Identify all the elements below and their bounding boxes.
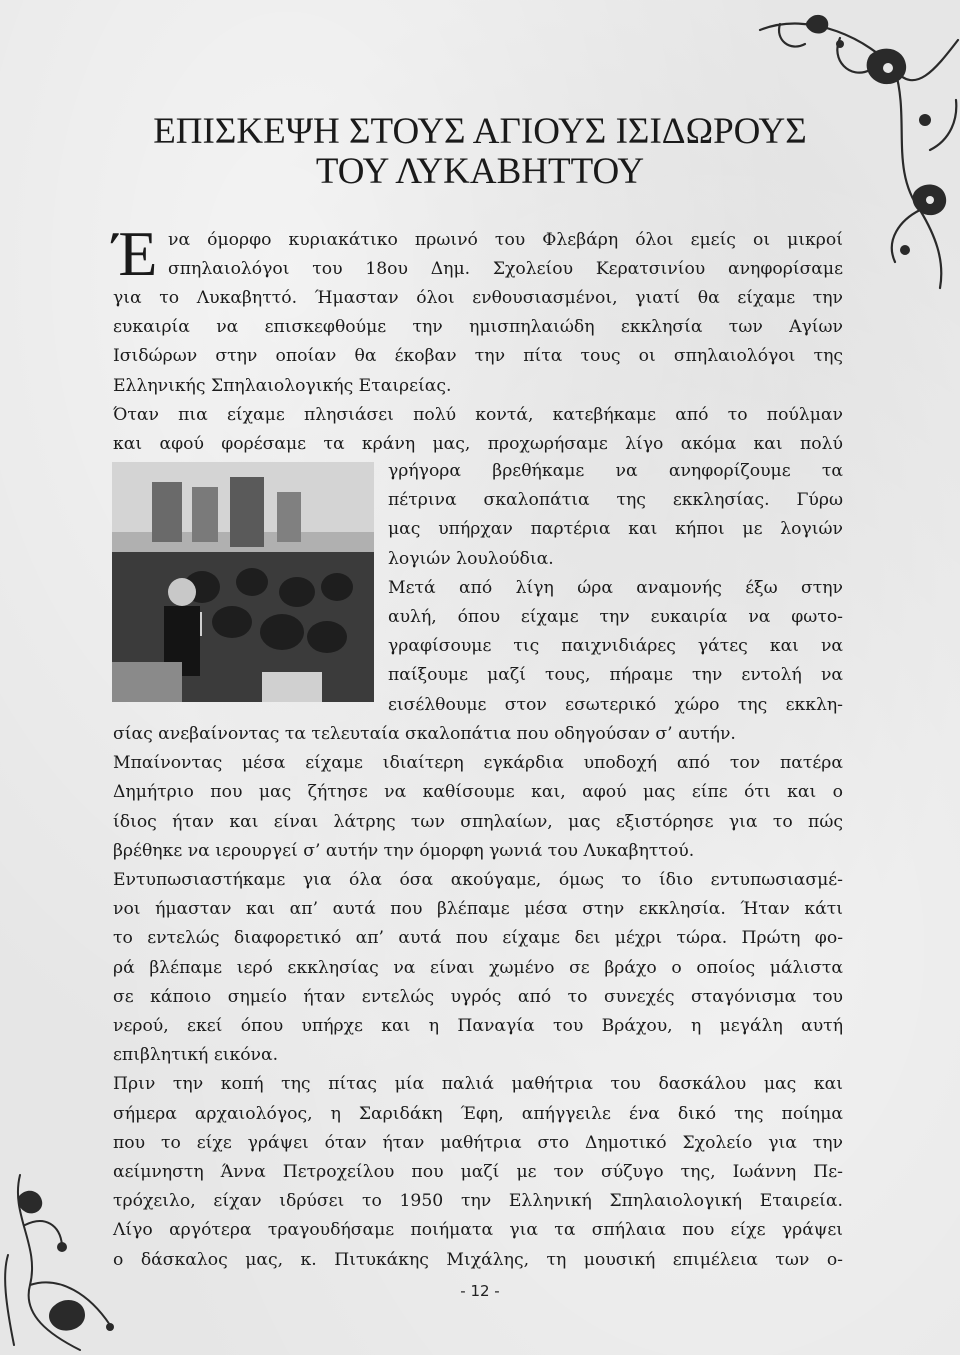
page-number: - 12 - [460,1282,500,1300]
text-line: Μετά από λίγη ώρα αναμονής έξω στην [388,577,843,598]
text-line: μας υπήρχαν παρτέρια και κήποι με λογιών [388,519,843,540]
title-line-2: ΤΟΥ ΛΥΚΑΒΗΤΤΟΥ [315,151,645,192]
text-line: βρέθηκε να ιερουργεί σ’ αυτήν την όμορφη γωνιά του Λυκαβηττού. [113,840,695,861]
drop-cap: Έ [113,218,158,289]
text-line: Πριν την κοπή της πίτας μία παλιά μαθήτρια του δασκάλου μας και [113,1074,843,1095]
text-line: αείμνηστη Άννα Πετροχείλου που μαζί με τον σύζυγο της, Ιωάννη Πε- [113,1162,843,1183]
text-line: γραφίσουμε τις παιχνιδιάρες γάτες και να [388,636,843,657]
text-line: Δημήτριο που μας ζήτησε να καθίσουμε και, αφού μας είπε ότι και ο [113,782,843,803]
text-line: τρόχειλο, είχαν ιδρύσει το 1950 την Ελληνική Σπηλαιολογική Εταιρεία. [113,1191,843,1212]
text-line: γρήγορα βρεθήκαμε να ανηφορίζουμε τα [388,461,843,481]
wrapped-paragraph [388,457,843,720]
text-line: επιβλητική εικόνα. [113,1045,279,1066]
text-line: λογιών λουλούδια. [388,548,554,569]
text-line: και αφού φορέσαμε τα κράνη μας, προχωρήσαμε λίγο ακόμα και πολύ [113,434,843,455]
text-line: για το Λυκαβηττό. Ήμασταν όλοι ενθουσιασμένοι, γιατί θα είχαμε την [113,288,843,308]
text-line: νοι ήμασταν και απ’ αυτά που βλέπαμε μέσα στην εκκλησία. Ήταν κάτι [113,899,843,920]
text-line: Όταν πια είχαμε πλησιάσει πολύ κοντά, κατεβήκαμε από το πούλμαν [113,404,843,425]
text-line: ρά βλέπαμε ιερό εκκλησίας να είναι χωμένο σε βράχο ο οποίος μάλιστα [113,957,843,978]
text-line: Ελληνικής Σπηλαιολογικής Εταιρείας. [113,375,452,396]
text-line: σήμερα αρχαιολόγος, η Σαριδάκη Έφη, απήγγειλε ένα δικό της ποίημα [113,1103,843,1124]
text-line: Ισιδώρων στην οποίαν θα έκοβαν την πίτα τους οι σπηλαιολόγοι της [113,346,843,367]
text-line: ο δάσκαλος μας, κ. Πιτυκάκης Μιχάλης, τη μουσική επιμέλεια των ο- [113,1249,843,1270]
text-line: σπηλαιολόγοι του 18ου Δημ. Σχολείου Κερατσινίου ανηφορίσαμε [168,259,843,280]
text-line: Μπαίνοντας μέσα είχαμε ιδιαίτερη εγκάρδια υποδοχή από τον πατέρα [113,753,843,774]
text-line: παίξουμε μαζί τους, πήραμε την εντολή να [388,665,843,686]
text-line: αυλή, όπου είχαμε την ευκαιρία να φωτο- [388,607,843,628]
paragraph-1 [113,284,843,459]
page-title [130,112,830,192]
text-line: το εντελώς διαφορετικό απ’ αυτά που είχαμε δει μέχρι τώρα. Πρώτη φο- [113,928,843,949]
text-line: σε κάποιο σημείο ήταν εντελώς υγρός από το συνεχές σταγόνισμα του [113,986,843,1007]
intro-paragraph [168,226,843,284]
church-interior-photo [112,462,374,702]
text-line: νερού, εκεί όπου υπήρχε και η Παναγία του Βράχου, η μεγάλη αυτή [113,1016,843,1037]
text-line: Λίγο αργότερα τραγουδήσαμε ποιήματα για τα σπήλαια που είχε γράψει [113,1220,843,1241]
text-line: που το είχε γράψει όταν ήταν μαθήτρια στο Δημοτικό Σχολείο για την [113,1132,843,1153]
text-line: ευκαιρία να επισκεφθούμε την ημισπηλαιώδη εκκλησία των Αγίων [113,317,843,338]
text-line: να όμορφο κυριακάτικο πρωινό του Φλεβάρη όλοι εμείς οι μικροί [168,230,843,250]
text-line: πέτρινα σκαλοπάτια της εκκλησίας. Γύρω [388,490,843,511]
text-line: σίας ανεβαίνοντας τα τελευταία σκαλοπάτια που οδηγούσαν σ’ αυτήν. [113,724,736,744]
paragraph-2 [113,720,843,1275]
text-line: Εντυπωσιαστήκαμε για όλα όσα ακούγαμε, όμως το ίδιο εντυπωσιασμέ- [113,870,843,891]
text-line: ίδιος ήταν και είναι λάτρης των σπηλαίων, μας εξιστόρησε για το πώς [113,811,843,832]
title-line-1: ΕΠΙΣΚΕΨΗ ΣΤΟΥΣ ΑΓΙΟΥΣ ΙΣΙΔΩΡΟΥΣ [153,111,807,152]
text-line: εισέλθουμε στον εσωτερικό χώρο της εκκλη- [388,694,843,715]
